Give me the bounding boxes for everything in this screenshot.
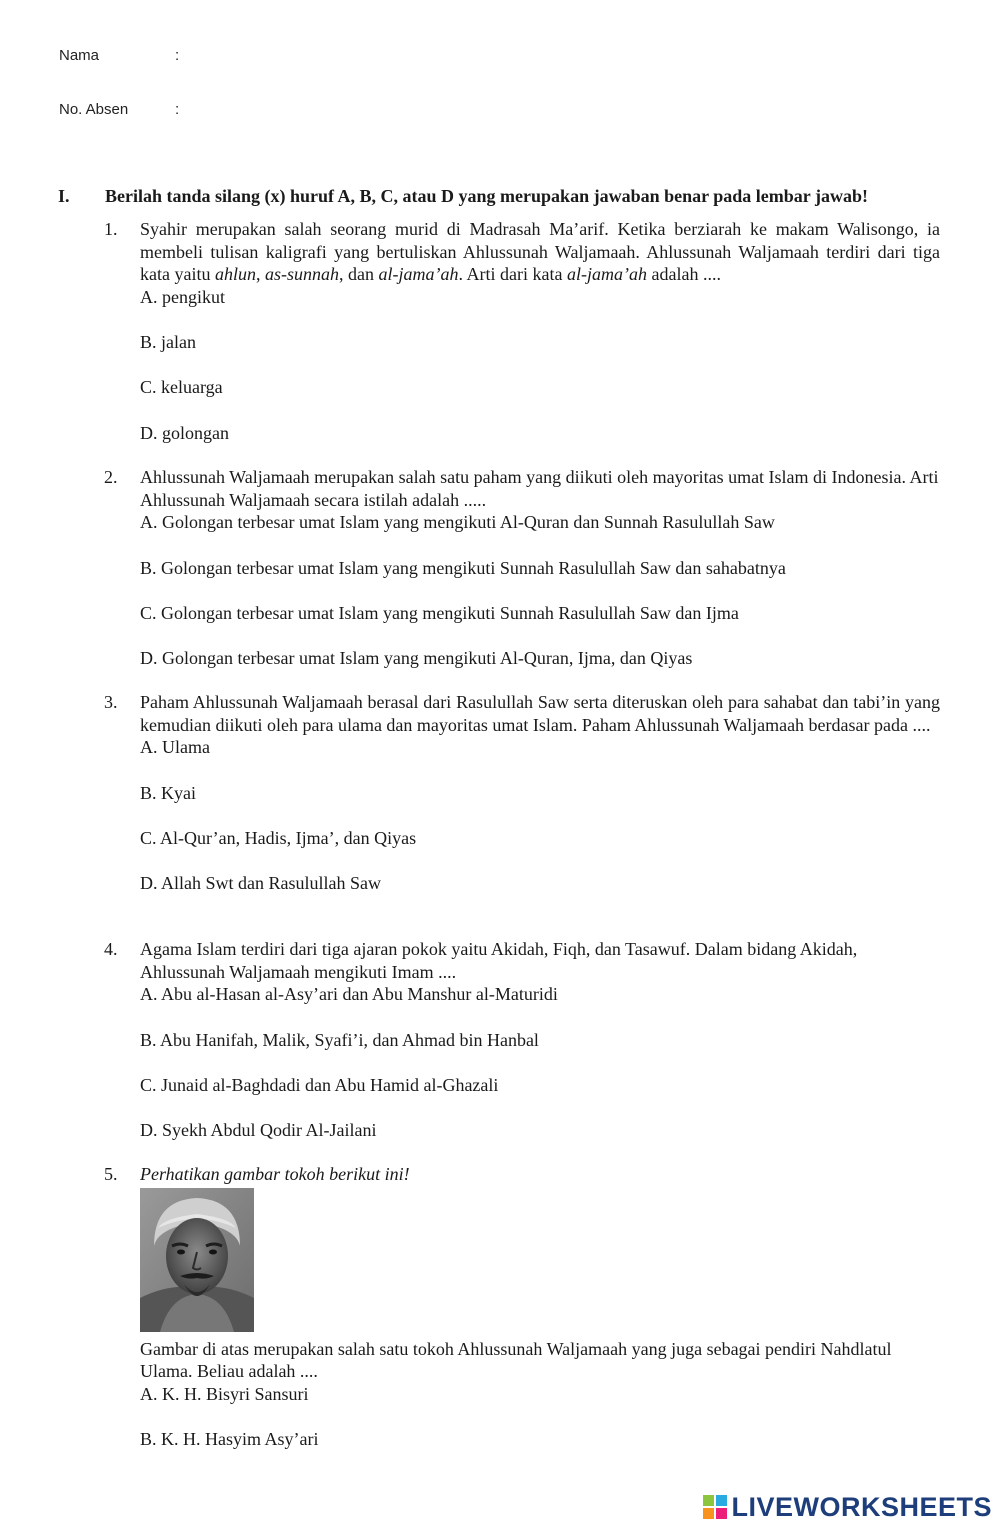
question-stem: Ahlussunah Waljamaah merupakan salah satu paham yang diikuti oleh mayoritas umat Islam di Indonesia. Arti Ahlussunah Waljamaah secara istilah adalah ..... xyxy=(140,467,939,510)
option-a[interactable]: A. Ulama xyxy=(140,737,210,758)
question-1 xyxy=(104,218,944,467)
logo-tile xyxy=(716,1495,727,1506)
logo-text: LIVEWORKSHEETS xyxy=(731,1491,992,1522)
question-2 xyxy=(104,466,944,692)
name-colon: : xyxy=(175,47,180,64)
option-d[interactable]: D. Syekh Abdul Qodir Al-Jailani xyxy=(140,1119,377,1140)
question-number: 3. xyxy=(104,692,118,712)
question-stem: Paham Ahlussunah Waljamaah berasal dari Rasulullah Saw serta diteruskan oleh para sahabat dan tabi’in yang kemudian diikuti oleh para ulama dan mayoritas umat Islam. Paham Ahlussunah Waljamaah berdasar pada .... xyxy=(140,692,940,735)
option-d[interactable]: D. Golongan terbesar umat Islam yang mengikuti Al-Quran, Ijma, dan Qiyas xyxy=(140,647,693,668)
liveworksheets-logo xyxy=(703,1490,992,1524)
option-a[interactable]: A. Abu al-Hasan al-Asy’ari dan Abu Manshur al-Maturidi xyxy=(140,984,558,1005)
logo-tile xyxy=(703,1508,714,1519)
option-d[interactable]: D. Allah Swt dan Rasulullah Saw xyxy=(140,872,381,893)
option-b[interactable]: B. K. H. Hasyim Asy’ari xyxy=(140,1429,319,1450)
option-c[interactable]: C. Junaid al-Baghdadi dan Abu Hamid al-Ghazali xyxy=(140,1074,499,1095)
section-instruction: Berilah tanda silang (x) huruf A, B, C, atau D yang merupakan jawaban benar pada lembar jawab! xyxy=(105,186,868,206)
portrait-image xyxy=(140,1188,254,1332)
option-c[interactable]: C. keluarga xyxy=(140,377,223,398)
absen-label: No. Absen xyxy=(59,101,129,118)
question-number: 1. xyxy=(104,219,118,239)
question-number: 4. xyxy=(104,939,118,959)
logo-icon xyxy=(703,1495,727,1519)
question-number: 5. xyxy=(104,1164,118,1184)
question-4 xyxy=(104,938,944,1164)
option-a[interactable]: A. pengikut xyxy=(140,287,225,308)
option-a[interactable]: A. K. H. Bisyri Sansuri xyxy=(140,1384,309,1405)
question-number: 2. xyxy=(104,467,118,487)
absen-colon: : xyxy=(175,101,180,118)
question-stem: Gambar di atas merupakan salah satu tokoh Ahlussunah Waljamaah yang juga sebagai pendiri Nahdlatul Ulama. Beliau adalah .... xyxy=(140,1338,892,1382)
logo-tile xyxy=(703,1495,714,1506)
option-b[interactable]: B. Abu Hanifah, Malik, Syafi’i, dan Ahmad bin Hanbal xyxy=(140,1029,539,1050)
option-b[interactable]: B. Golongan terbesar umat Islam yang mengikuti Sunnah Rasulullah Saw dan sahabatnya xyxy=(140,557,786,578)
option-a[interactable]: A. Golongan terbesar umat Islam yang mengikuti Al-Quran dan Sunnah Rasulullah Saw xyxy=(140,512,775,533)
question-5 xyxy=(104,1163,944,1473)
option-d[interactable]: D. golongan xyxy=(140,422,229,443)
option-b[interactable]: B. Kyai xyxy=(140,782,196,803)
logo-tile xyxy=(716,1508,727,1519)
section-number: I. xyxy=(58,186,70,206)
option-c[interactable]: C. Al-Qur’an, Hadis, Ijma’, dan Qiyas xyxy=(140,827,417,848)
question-prompt: Perhatikan gambar tokoh berikut ini! xyxy=(140,1164,410,1184)
question-stem: Agama Islam terdiri dari tiga ajaran pokok yaitu Akidah, Fiqh, dan Tasawuf. Dalam bidang Akidah, Ahlussunah Waljamaah mengikuti Imam .... xyxy=(140,939,858,982)
option-b[interactable]: B. jalan xyxy=(140,332,196,353)
question-stem: Syahir merupakan salah seorang murid di Madrasah Ma’arif. Ketika berziarah ke makam Walisongo, ia membeli tulisan kaligrafi yang bertuliskan Ahlussunah Waljamaah. Ahlussunah Waljamaah terdiri dari tiga kata yaitu ahlun, as-sunnah, dan al-jama’ah. Arti dari kata al-jama’ah adalah .... xyxy=(140,219,940,285)
option-c[interactable]: C. Golongan terbesar umat Islam yang mengikuti Sunnah Rasulullah Saw dan Ijma xyxy=(140,602,739,623)
name-label: Nama xyxy=(59,47,100,64)
question-3 xyxy=(104,691,944,917)
